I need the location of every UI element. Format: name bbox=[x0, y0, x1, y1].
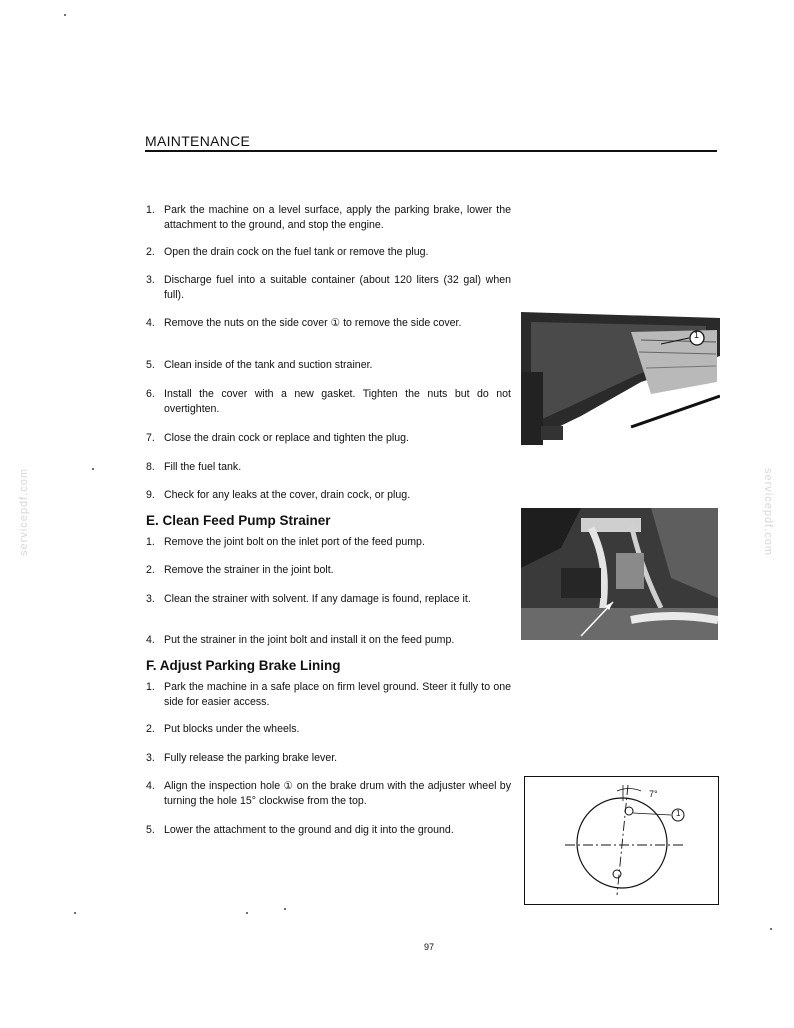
list-item bbox=[146, 563, 511, 578]
step-number: 6. bbox=[146, 388, 155, 400]
step-text: Put the strainer in the joint bolt and install it on the feed pump. bbox=[164, 634, 455, 646]
step-text: Remove the nuts on the side cover ① to remove the side cover. bbox=[164, 317, 462, 329]
list-item bbox=[146, 460, 511, 475]
step-text: Close the drain cock or replace and tighten the plug. bbox=[164, 432, 409, 444]
page-number: 97 bbox=[424, 942, 435, 952]
scan-speck bbox=[770, 928, 772, 930]
list-item bbox=[146, 358, 511, 373]
section-heading: E. Clean Feed Pump Strainer bbox=[146, 513, 331, 528]
fuel-tank-side-cover-photo bbox=[521, 312, 720, 445]
content-column bbox=[146, 0, 511, 1028]
step-number: 3. bbox=[146, 274, 155, 286]
step-text: Lower the attachment to the ground and dig it into the ground. bbox=[164, 824, 454, 836]
step-number: 9. bbox=[146, 489, 155, 501]
step-number: 1. bbox=[146, 681, 155, 693]
step-number: 2. bbox=[146, 564, 155, 576]
step-text: Install the cover with a new gasket. Tighten the nuts but do not overtighten. bbox=[164, 388, 511, 415]
step-number: 8. bbox=[146, 461, 155, 473]
step-text: Discharge fuel into a suitable container (about 120 liters (32 gal) when full). bbox=[164, 274, 511, 301]
scan-speck bbox=[92, 468, 94, 470]
step-text: Put blocks under the wheels. bbox=[164, 723, 300, 735]
step-number: 5. bbox=[146, 824, 155, 836]
list-item bbox=[146, 722, 511, 737]
scan-speck bbox=[74, 912, 76, 914]
step-text: Remove the joint bolt on the inlet port of the feed pump. bbox=[164, 536, 425, 548]
fuel-tank-photo-graphic bbox=[521, 312, 720, 445]
step-number: 1. bbox=[146, 204, 155, 216]
list-item bbox=[146, 245, 511, 260]
feed-pump-strainer-photo bbox=[521, 508, 718, 640]
brake-angle-label: 7° bbox=[649, 789, 658, 799]
brake-drum-graphic bbox=[525, 777, 718, 904]
list-item bbox=[146, 751, 511, 766]
side-cover-callout-label: 1 bbox=[694, 330, 700, 340]
step-text: Clean inside of the tank and suction strainer. bbox=[164, 359, 373, 371]
step-number: 1. bbox=[146, 536, 155, 548]
feed-pump-photo-graphic bbox=[521, 508, 718, 640]
list-item bbox=[146, 680, 511, 710]
list-item bbox=[146, 488, 511, 503]
watermark-right: servicepdf.com bbox=[762, 468, 774, 556]
page-title: MAINTENANCE bbox=[145, 133, 251, 149]
list-item bbox=[146, 535, 511, 550]
step-number: 4. bbox=[146, 780, 155, 792]
step-text: Check for any leaks at the cover, drain cock, or plug. bbox=[164, 489, 411, 501]
section-heading: F. Adjust Parking Brake Lining bbox=[146, 658, 341, 673]
list-item bbox=[146, 592, 511, 607]
step-number: 2. bbox=[146, 723, 155, 735]
scan-speck bbox=[64, 14, 66, 16]
step-number: 2. bbox=[146, 246, 155, 258]
step-number: 7. bbox=[146, 432, 155, 444]
step-number: 3. bbox=[146, 752, 155, 764]
step-number: 3. bbox=[146, 593, 155, 605]
step-text: Align the inspection hole ① on the brake drum with the adjuster wheel by turning the hole 15° clockwise from the top. bbox=[164, 780, 511, 807]
watermark-left: servicepdf.com bbox=[18, 468, 30, 556]
step-number: 4. bbox=[146, 317, 155, 329]
step-text: Clean the strainer with solvent. If any damage is found, replace it. bbox=[164, 593, 471, 605]
brake-drum-diagram bbox=[524, 776, 719, 905]
step-text: Fully release the parking brake lever. bbox=[164, 752, 338, 764]
list-item bbox=[146, 431, 511, 446]
list-item bbox=[146, 387, 511, 417]
step-text: Park the machine on a level surface, apply the parking brake, lower the attachment to the ground, and stop the engine. bbox=[164, 204, 511, 231]
list-item bbox=[146, 633, 511, 648]
list-item bbox=[146, 203, 511, 233]
step-text: Open the drain cock on the fuel tank or remove the plug. bbox=[164, 246, 429, 258]
inspection-hole-callout-label: 1 bbox=[676, 809, 681, 818]
step-text: Fill the fuel tank. bbox=[164, 461, 242, 473]
step-text: Park the machine in a safe place on firm level ground. Steer it fully to one side for easier access. bbox=[164, 681, 511, 708]
list-item bbox=[146, 316, 511, 331]
step-number: 4. bbox=[146, 634, 155, 646]
step-number: 5. bbox=[146, 359, 155, 371]
list-item bbox=[146, 779, 511, 809]
list-item bbox=[146, 823, 511, 838]
step-text: Remove the strainer in the joint bolt. bbox=[164, 564, 334, 576]
list-item bbox=[146, 273, 511, 303]
